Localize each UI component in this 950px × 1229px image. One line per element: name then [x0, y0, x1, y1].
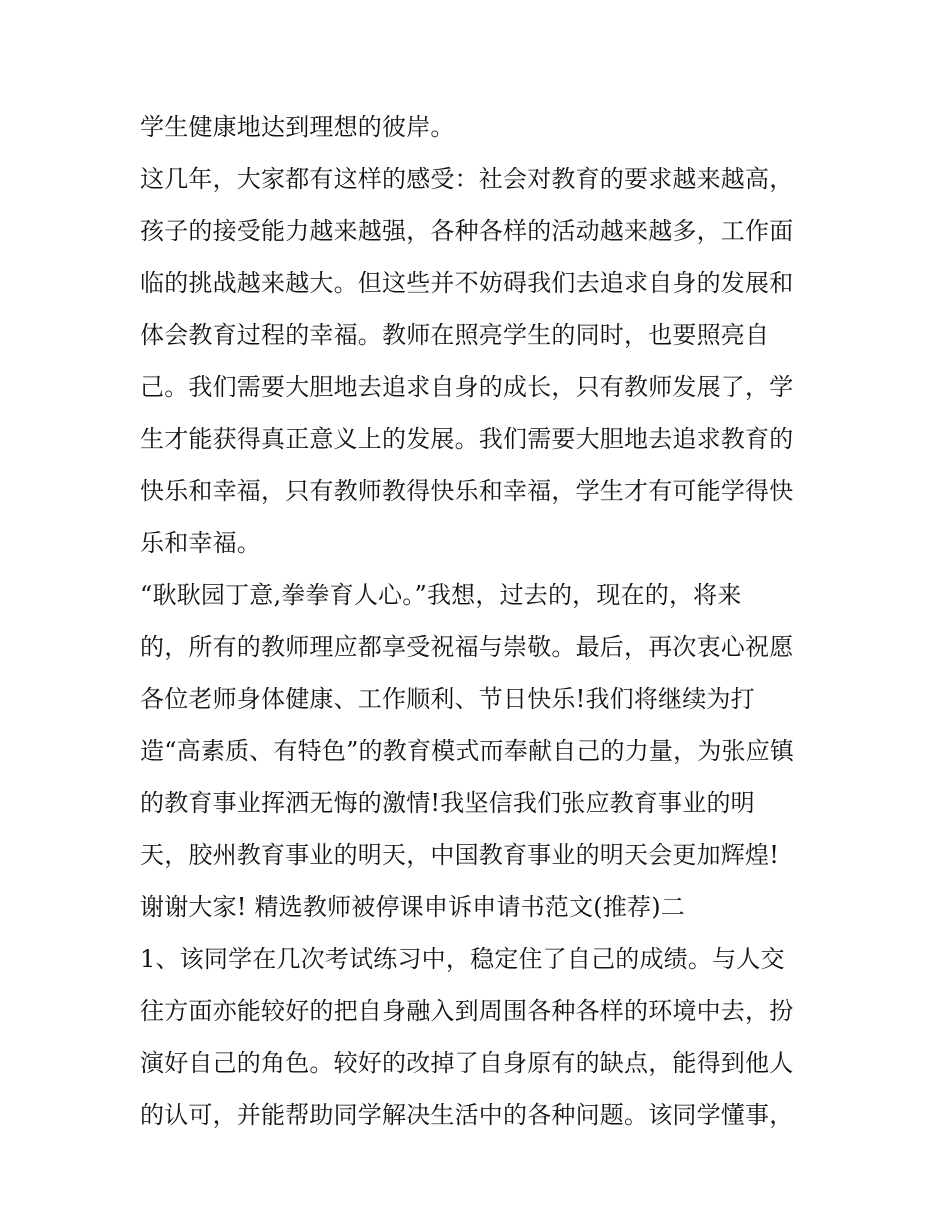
text-line: 演好自己的角色。较好的改掉了自身原有的缺点，能得到他人: [140, 1049, 794, 1077]
text-line: “耿耿园丁意,拳拳育人心。”我想，过去的，现在的，将来: [140, 581, 742, 609]
text-line: 造“高素质、有特色”的教育模式而奉献自己的力量，为张应镇: [140, 737, 795, 765]
text-line: 的认可，并能帮助同学解决生活中的各种问题。该同学懂事，: [140, 1101, 794, 1129]
text-line: 这几年，大家都有这样的感受：社会对教育的要求越来越高，: [140, 165, 794, 193]
text-line: 天，胶州教育事业的明天，中国教育事业的明天会更加辉煌!: [140, 841, 780, 869]
text-line: 快乐和幸福，只有教师教得快乐和幸福，学生才有可能学得快: [140, 477, 794, 505]
text-line: 1、该同学在几次考试练习中，稳定住了自己的成绩。与人交: [140, 945, 785, 973]
text-line: 乐和幸福。: [140, 529, 261, 557]
text-line: 己。我们需要大胆地去追求自身的成长，只有教师发展了，学: [140, 373, 794, 401]
text-line: 学生健康地达到理想的彼岸。: [140, 113, 455, 141]
text-line: 体会教育过程的幸福。教师在照亮学生的同时，也要照亮自: [140, 321, 770, 349]
text-line: 谢谢大家! 精选教师被停课申诉申请书范文(推荐)二: [140, 893, 685, 921]
text-line: 各位老师身体健康、工作顺利、节日快乐!我们将继续为打: [140, 685, 755, 713]
text-line: 往方面亦能较好的把自身融入到周围各种各样的环境中去，扮: [140, 997, 794, 1025]
text-line: 孩子的接受能力越来越强，各种各样的活动越来越多，工作面: [140, 217, 794, 245]
text-line: 的教育事业挥洒无悔的激情!我坚信我们张应教育事业的明: [140, 789, 755, 817]
text-line: 生才能获得真正意义上的发展。我们需要大胆地去追求教育的: [140, 425, 794, 453]
text-line: 的，所有的教师理应都享受祝福与崇敬。最后，再次衷心祝愿: [140, 633, 794, 661]
text-line: 临的挑战越来越大。但这些并不妨碍我们去追求自身的发展和: [140, 269, 794, 297]
